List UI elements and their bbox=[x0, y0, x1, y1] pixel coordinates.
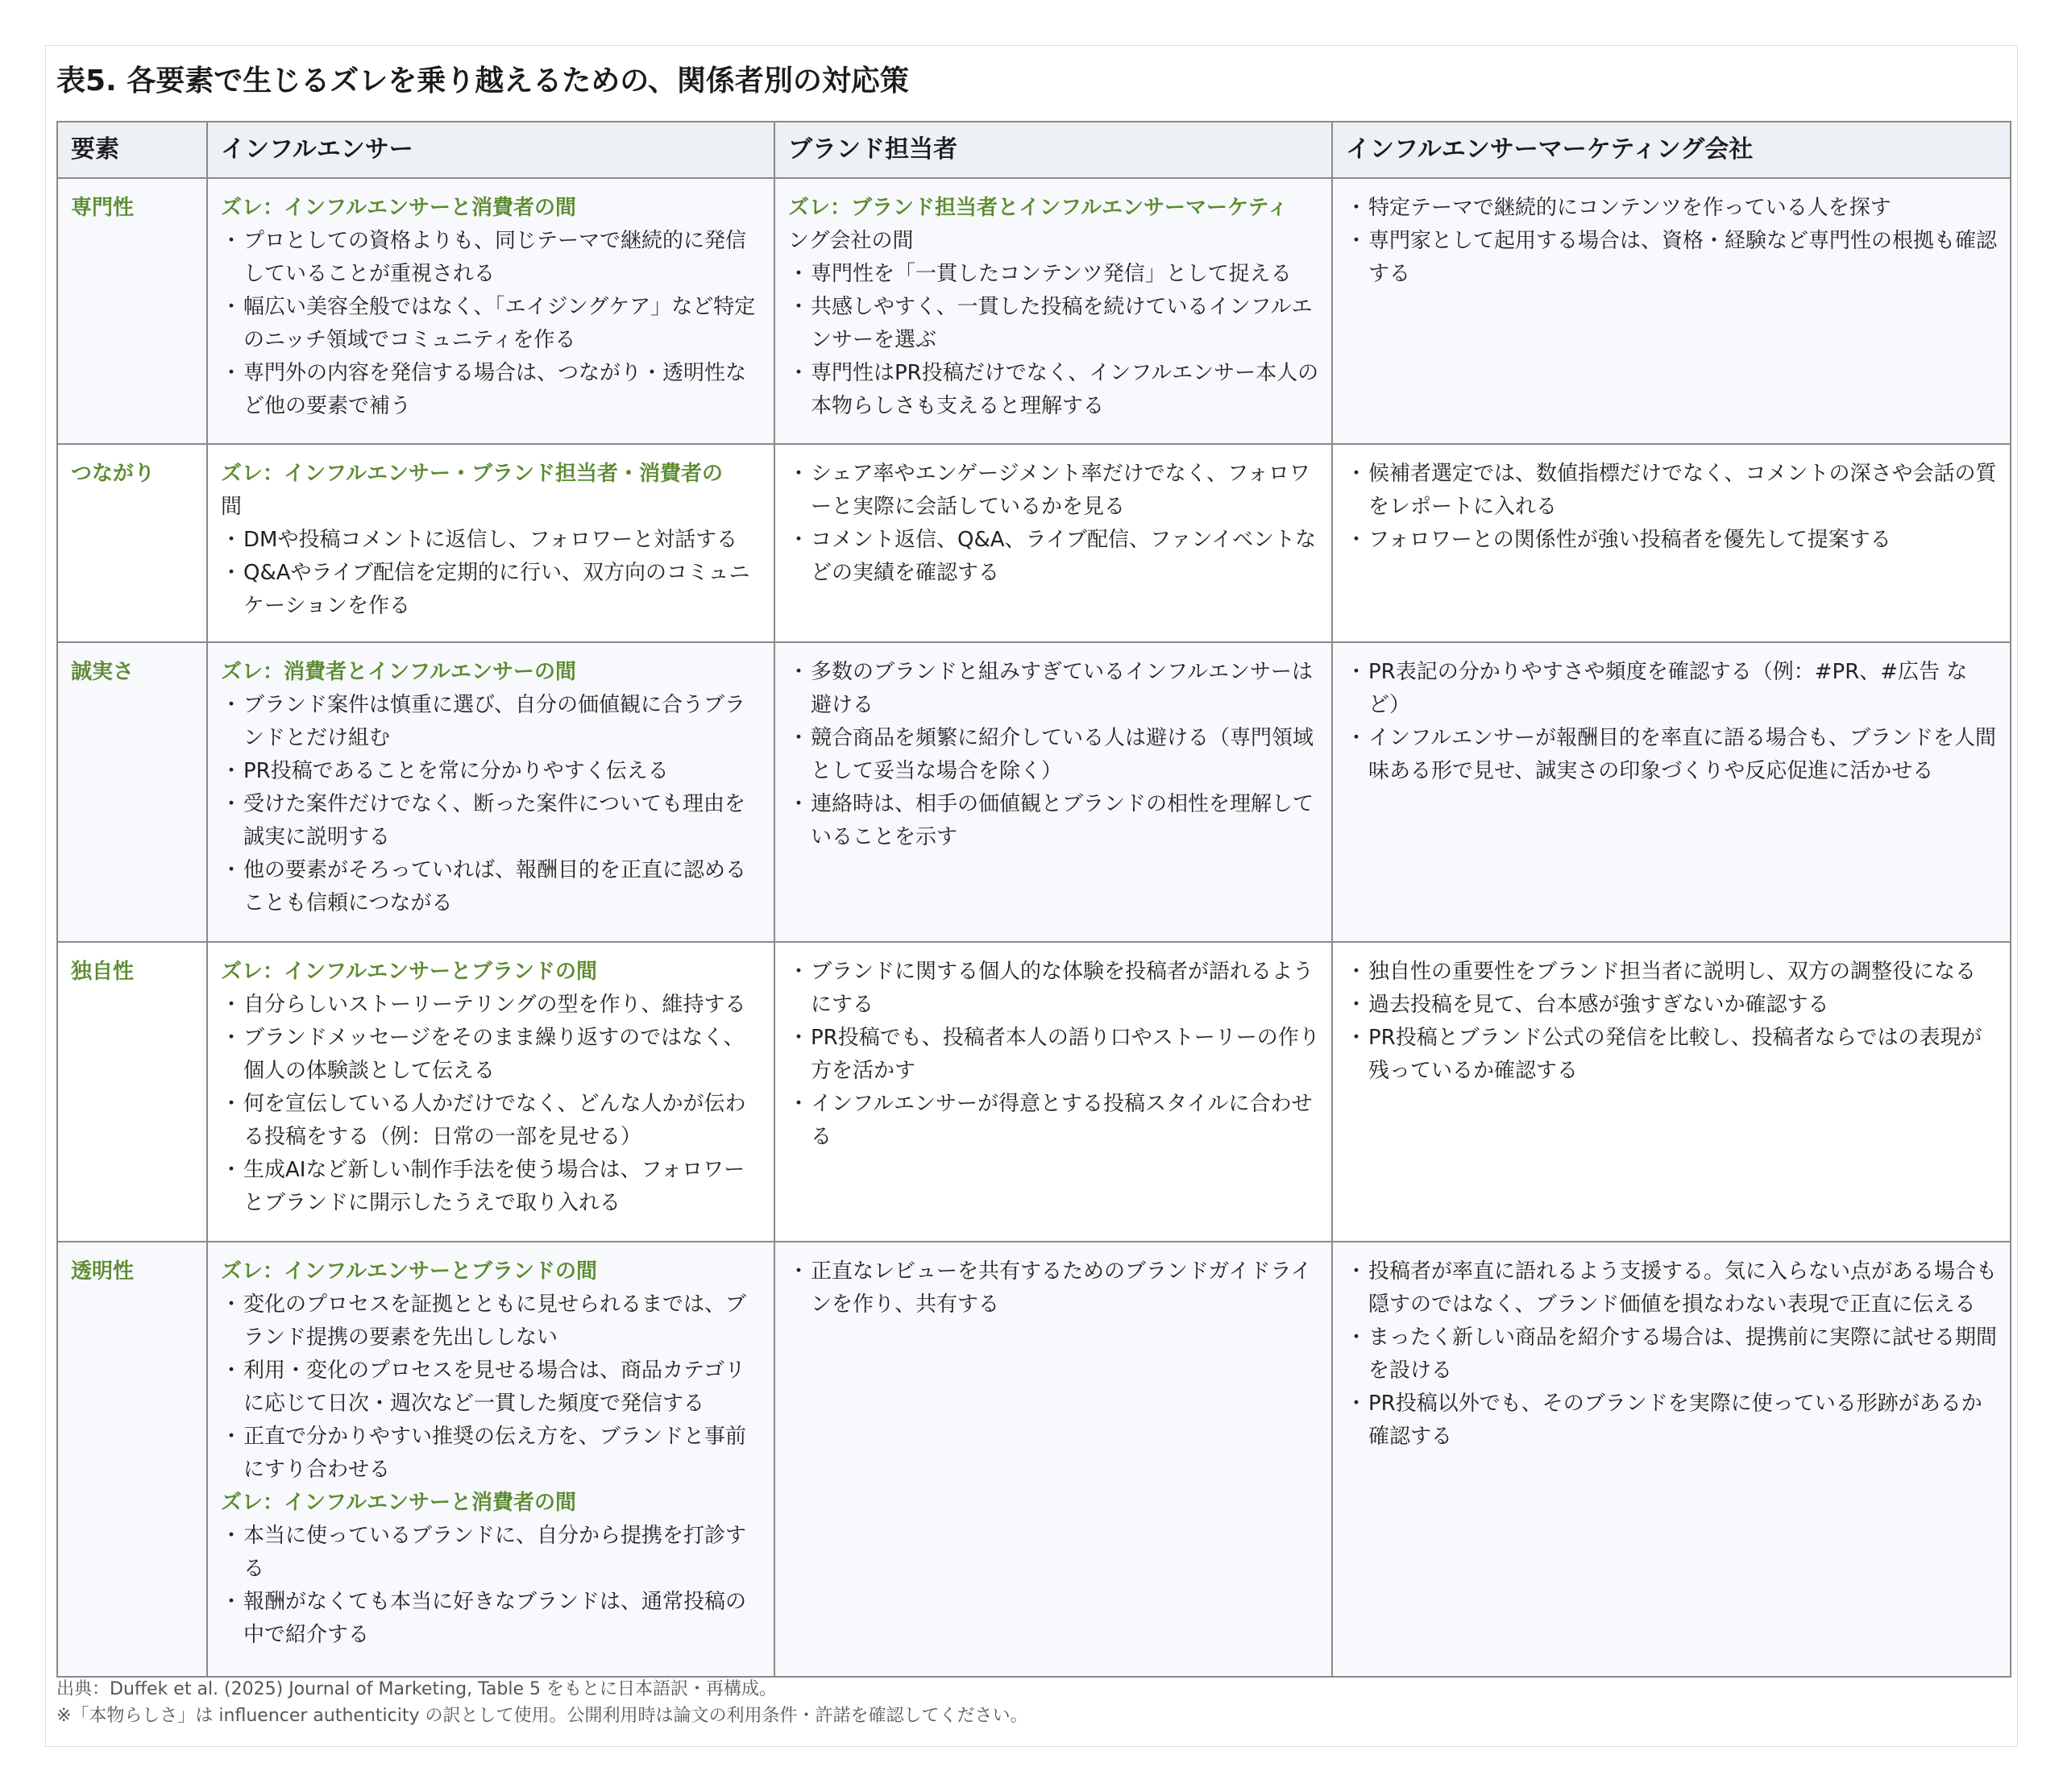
bullet-list bbox=[788, 258, 1320, 423]
bullet-item: ・ 他の要素がそろっていれば、報酬目的を正直に認めることも信頼につながる bbox=[221, 854, 762, 920]
footnote-note: ※「本物らしさ」は influencer authenticity の訳として使用。公開利用時は論文の利用条件・許諾を確認してください。 bbox=[56, 1706, 1028, 1726]
bullet-item: ・ 競合商品を頻繁に紹介している人は避ける（専門領域として妥当な場合を除く） bbox=[788, 722, 1320, 788]
header-row bbox=[57, 122, 2011, 178]
gap-heading-continuation: 間 bbox=[221, 495, 243, 519]
bullet-item: ・ DMや投稿コメントに返信し、フォロワーと対話する bbox=[221, 524, 762, 557]
gap-block bbox=[221, 956, 762, 989]
bullet-list bbox=[788, 458, 1320, 590]
gap-block bbox=[221, 1255, 762, 1288]
bullet-item: ・ ブランド案件は慎重に選び、自分の価値観に合うブランドとだけ組む bbox=[221, 689, 762, 755]
bullet-item: ・ 変化のプロセスを証拠とともに見せられるまでは、ブランド提携の要素を先出ししない bbox=[221, 1288, 762, 1354]
table-body bbox=[57, 178, 2011, 1677]
table-title: 表5. 各要素で生じるズレを乗り越えるための、関係者別の対応策 bbox=[56, 64, 909, 97]
bullet-item: ・ 幅広い美容全般ではなく、「エイジングケア」など特定のニッチ領域でコミュニティを作る bbox=[221, 291, 762, 357]
influencer-cell bbox=[207, 178, 774, 444]
bullet-list bbox=[221, 524, 762, 623]
gap-block bbox=[788, 192, 1320, 258]
gap-block bbox=[221, 656, 762, 689]
bullet-item: ・ 利用・変化のプロセスを見せる場合は、商品カテゴリに応じて日次・週次など一貫した頻度で発信する bbox=[221, 1354, 762, 1421]
bullet-item: ・ まったく新しい商品を紹介する場合は、提携前に実際に試せる期間を設ける bbox=[1346, 1321, 1999, 1388]
bullet-item: ・ 正直で分かりやすい推奨の伝え方を、ブランドと事前にすり合わせる bbox=[221, 1421, 762, 1487]
brand-cell bbox=[774, 642, 1332, 942]
bullet-list bbox=[788, 956, 1320, 1154]
bullet-item: ・ 候補者選定では、数値指標だけでなく、コメントの深さや会話の質をレポートに入れる bbox=[1346, 458, 1999, 524]
bullet-item: ・ コメント返信、Q&A、ライブ配信、ファンイベントなどの実績を確認する bbox=[788, 524, 1320, 590]
bullet-item: ・ プロとしての資格よりも、同じテーマで継続的に発信していることが重視される bbox=[221, 225, 762, 291]
bullet-item: ・ 報酬がなくても本当に好きなブランドは、通常投稿の中で紹介する bbox=[221, 1586, 762, 1652]
bullet-list bbox=[221, 689, 762, 920]
agency-cell bbox=[1332, 942, 2011, 1242]
bullet-list bbox=[788, 656, 1320, 854]
bullet-item: ・ 受けた案件だけでなく、断った案件についても理由を誠実に説明する bbox=[221, 788, 762, 854]
header-element: 要素 bbox=[57, 122, 207, 178]
bullet-item: ・ 専門家として起用する場合は、資格・経験など専門性の根拠も確認する bbox=[1346, 225, 1999, 291]
influencer-cell bbox=[207, 444, 774, 642]
bullet-item: ・ 専門外の内容を発信する場合は、つながり・透明性など他の要素で補う bbox=[221, 357, 762, 423]
brand-cell bbox=[774, 444, 1332, 642]
gap-block bbox=[221, 192, 762, 225]
bullet-item: ・ 生成AIなど新しい制作手法を使う場合は、フォロワーとブランドに開示したうえで取り入れる bbox=[221, 1154, 762, 1220]
bullet-item: ・ 共感しやすく、一貫した投稿を続けているインフルエンサーを選ぶ bbox=[788, 291, 1320, 357]
bullet-item: ・ 正直なレビューを共有するためのブランドガイドラインを作り、共有する bbox=[788, 1255, 1320, 1321]
element-cell: 透明性 bbox=[57, 1242, 207, 1677]
element-cell: 独自性 bbox=[57, 942, 207, 1242]
bullet-list bbox=[221, 225, 762, 423]
bullet-item: ・ 何を宣伝している人かだけでなく、どんな人かが伝わる投稿をする（例：日常の一部を見せる） bbox=[221, 1088, 762, 1154]
table-row bbox=[57, 1242, 2011, 1677]
gap-heading: ズレ：インフルエンサーと消費者の間 bbox=[221, 196, 576, 220]
bullet-item: ・ シェア率やエンゲージメント率だけでなく、フォロワーと実際に会話しているかを見る bbox=[788, 458, 1320, 524]
header-agency: インフルエンサーマーケティング会社 bbox=[1332, 122, 2011, 178]
element-cell: 専門性 bbox=[57, 178, 207, 444]
bullet-item: ・ 多数のブランドと組みすぎているインフルエンサーは避ける bbox=[788, 656, 1320, 722]
gap-heading: ズレ：消費者とインフルエンサーの間 bbox=[221, 660, 576, 684]
bullet-item: ・ ブランドに関する個人的な体験を投稿者が語れるようにする bbox=[788, 956, 1320, 1022]
brand-cell bbox=[774, 942, 1332, 1242]
header-brand: ブランド担当者 bbox=[774, 122, 1332, 178]
bullet-list bbox=[221, 1520, 762, 1652]
bullet-item: ・ PR表記の分かりやすさや頻度を確認する（例：#PR、#広告 など） bbox=[1346, 656, 1999, 722]
bullet-item: ・ PR投稿でも、投稿者本人の語り口やストーリーの作り方を活かす bbox=[788, 1022, 1320, 1088]
gap-heading-continuation: ング会社の間 bbox=[788, 229, 914, 253]
bullet-list bbox=[1346, 1255, 1999, 1454]
gap-heading: ズレ：ブランド担当者とインフルエンサーマーケティ bbox=[788, 196, 1289, 220]
header-influencer: インフルエンサー bbox=[207, 122, 774, 178]
influencer-cell bbox=[207, 642, 774, 942]
bullet-item: ・ 投稿者が率直に語れるよう支援する。気に入らない点がある場合も隠すのではなく、ブランド価値を損なわない表現で正直に伝える bbox=[1346, 1255, 1999, 1321]
bullet-item: ・ インフルエンサーが得意とする投稿スタイルに合わせる bbox=[788, 1088, 1320, 1154]
bullet-item: ・ 連絡時は、相手の価値観とブランドの相性を理解していることを示す bbox=[788, 788, 1320, 854]
gap-heading: ズレ：インフルエンサーとブランドの間 bbox=[221, 960, 597, 984]
table-row bbox=[57, 942, 2011, 1242]
bullet-item: ・ インフルエンサーが報酬目的を率直に語る場合も、ブランドを人間味ある形で見せ、誠実さの印象づくりや反応促進に活かせる bbox=[1346, 722, 1999, 788]
bullet-list bbox=[1346, 192, 1999, 291]
bullet-list bbox=[221, 1288, 762, 1487]
bullet-list bbox=[788, 1255, 1320, 1321]
bullet-item: ・ PR投稿とブランド公式の発信を比較し、投稿者ならではの表現が残っているか確認する bbox=[1346, 1022, 1999, 1088]
agency-cell bbox=[1332, 1242, 2011, 1677]
bullet-item: ・ Q&Aやライブ配信を定期的に行い、双方向のコミュニケーションを作る bbox=[221, 557, 762, 623]
brand-cell bbox=[774, 1242, 1332, 1677]
bullet-item: ・ PR投稿であることを常に分かりやすく伝える bbox=[221, 755, 762, 788]
bullet-list bbox=[1346, 956, 1999, 1088]
bullet-item: ・ フォロワーとの関係性が強い投稿者を優先して提案する bbox=[1346, 524, 1999, 557]
brand-cell bbox=[774, 178, 1332, 444]
influencer-cell bbox=[207, 942, 774, 1242]
table-row bbox=[57, 178, 2011, 444]
gap-heading: ズレ：インフルエンサー・ブランド担当者・消費者の bbox=[221, 462, 723, 486]
bullet-item: ・ 過去投稿を見て、台本感が強すぎないか確認する bbox=[1346, 989, 1999, 1022]
table-row bbox=[57, 444, 2011, 642]
bullet-list bbox=[1346, 656, 1999, 788]
footnotes bbox=[56, 1676, 1028, 1729]
bullet-item: ・ 独自性の重要性をブランド担当者に説明し、双方の調整役になる bbox=[1346, 956, 1999, 989]
bullet-item: ・ 専門性はPR投稿だけでなく、インフルエンサー本人の本物らしさも支えると理解する bbox=[788, 357, 1320, 423]
bullet-list bbox=[221, 989, 762, 1220]
gap-heading: ズレ：インフルエンサーと消費者の間 bbox=[221, 1491, 576, 1515]
footnote-source: 出典：Duffek et al. (2025) Journal of Marketing, Table 5 をもとに日本語訳・再構成。 bbox=[56, 1679, 777, 1699]
agency-cell bbox=[1332, 444, 2011, 642]
element-cell: つながり bbox=[57, 444, 207, 642]
table-row bbox=[57, 642, 2011, 942]
agency-cell bbox=[1332, 642, 2011, 942]
bullet-item: ・ 専門性を「一貫したコンテンツ発信」として捉える bbox=[788, 258, 1320, 291]
countermeasures-table bbox=[56, 121, 2011, 1678]
gap-heading: ズレ：インフルエンサーとブランドの間 bbox=[221, 1259, 597, 1284]
gap-block bbox=[221, 1487, 762, 1520]
agency-cell bbox=[1332, 178, 2011, 444]
gap-block bbox=[221, 458, 762, 524]
bullet-item: ・ PR投稿以外でも、そのブランドを実際に使っている形跡があるか確認する bbox=[1346, 1388, 1999, 1454]
bullet-item: ・ 本当に使っているブランドに、自分から提携を打診する bbox=[221, 1520, 762, 1586]
bullet-item: ・ ブランドメッセージをそのまま繰り返すのではなく、個人の体験談として伝える bbox=[221, 1022, 762, 1088]
bullet-item: ・ 特定テーマで継続的にコンテンツを作っている人を探す bbox=[1346, 192, 1999, 225]
element-cell: 誠実さ bbox=[57, 642, 207, 942]
influencer-cell bbox=[207, 1242, 774, 1677]
bullet-item: ・ 自分らしいストーリーテリングの型を作り、維持する bbox=[221, 989, 762, 1022]
bullet-list bbox=[1346, 458, 1999, 557]
